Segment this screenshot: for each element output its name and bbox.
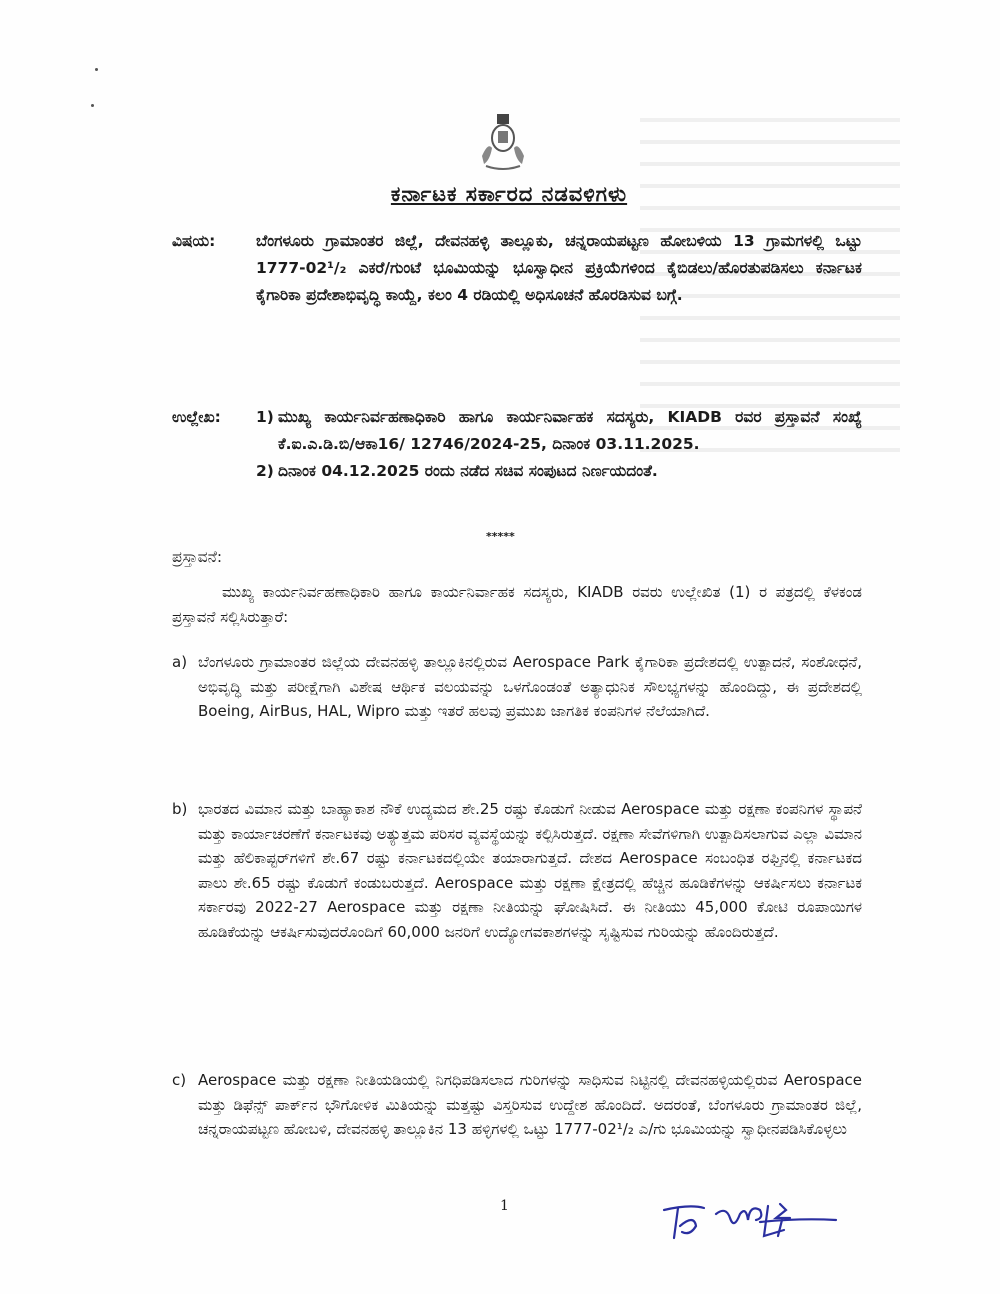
subject-section <box>172 228 862 309</box>
preamble-intro: ಮುಖ್ಯ ಕಾರ್ಯನಿರ್ವಹಣಾಧಿಕಾರಿ ಹಾಗೂ ಕಾರ್ಯನಿರ್ವಾಹಕ ಸದಸ್ಯರು, KIADB ರವರು ಉಲ್ಲೇಖಿತ (1) ರ ಪತ್ರದಲ್ಲಿ ಕೆಳಕಂಡ ಪ್ರಸ್ತಾವನೆ ಸಲ್ಲಿಸಿರುತ್ತಾರೆ: <box>172 583 862 626</box>
subject-text: ಬೆಂಗಳೂರು ಗ್ರಾಮಾಂತರ ಜಿಲ್ಲೆ, ದೇವನಹಳ್ಳಿ ತಾಲ್ಲೂಕು, ಚನ್ನರಾಯಪಟ್ಟಣ ಹೋಬಳಿಯ 13 ಗ್ರಾಮಗಳಲ್ಲಿ ಒಟ್ಟು 1777-02¹/₂ ಎಕರೆ/ಗುಂಟೆ ಭೂಮಿಯನ್ನು ಭೂಸ್ವಾಧೀನ ಪ್ರಕ್ರಿಯೆಗಳಿಂದ ಕೈಬಿಡಲು/ಹೊರತುಪಡಿಸಲು ಕರ್ನಾಟಕ ಕೈಗಾರಿಕಾ ಪ್ರದೇಶಾಭಿವೃದ್ಧಿ ಕಾಯ್ದೆ, ಕಲಂ 4 ರಡಿಯಲ್ಲಿ ಅಧಿಸೂಚನೆ ಹೊರಡಿಸುವ ಬಗ್ಗೆ. <box>256 232 862 304</box>
signature-icon <box>660 1196 840 1246</box>
bleed-through-text <box>640 100 900 620</box>
item-text: ಭಾರತದ ವಿಮಾನ ಮತ್ತು ಬಾಹ್ಯಾಕಾಶ ನೌಕೆ ಉದ್ಯಮದ ಶೇ.25 ರಷ್ಟು ಕೊಡುಗೆ ನೀಡುವ Aerospace ಮತ್ತು ರಕ್ಷಣಾ ಕಂಪನಿಗಳ ಸ್ಥಾಪನೆ ಮತ್ತು ಕಾರ್ಯಾಚರಣೆಗೆ ಕರ್ನಾಟಕವು ಅತ್ಯುತ್ತಮ ಪರಿಸರ ವ್ಯವಸ್ಥೆಯನ್ನು ಕಲ್ಪಿಸಿರುತ್ತದೆ. ರಕ್ಷಣಾ ಸೇವೆಗಳಿಗಾಗಿ ಉತ್ಪಾದಿಸಲಾಗುವ ಎಲ್ಲಾ ವಿಮಾನ ಮತ್ತು ಹೆಲಿಕಾಪ್ಟರ್‌ಗಳಿಗೆ ಶೇ.67 ರಷ್ಟು ಕರ್ನಾಟಕದಲ್ಲಿಯೇ ತಯಾರಾಗುತ್ತದೆ. ದೇಶದ Aerospace ಸಂಬಂಧಿತ ರಫ್ತಿನಲ್ಲಿ ಕರ್ನಾಟಕದ ಪಾಲು ಶೇ.65 ರಷ್ಟು ಕೊಡುಗೆ ಕಂಡುಬರುತ್ತದೆ. Aerospace ಮತ್ತು ರಕ್ಷಣಾ ಕ್ಷೇತ್ರದಲ್ಲಿ ಹೆಚ್ಚಿನ ಹೂಡಿಕೆಗಳನ್ನು ಆಕರ್ಷಿಸಲು ಕರ್ನಾಟಕ ಸರ್ಕಾರವು 2022-27 Aerospace ಮತ್ತು ರಕ್ಷಣಾ ನೀತಿಯನ್ನು ಘೋಷಿಸಿದೆ. ಈ ನೀತಿಯು 45,000 ಕೋಟಿ ರೂಪಾಯಿಗಳ ಹೂಡಿಕೆಯನ್ನು ಆಕರ್ಷಿಸುವುದರೊಂದಿಗೆ 60,000 ಜನರಿಗೆ ಉದ್ಯೋಗವಕಾಶಗಳನ್ನು ಸೃಷ್ಟಿಸುವ ಗುರಿಯನ್ನು ಹೊಂದಿರುತ್ತದೆ. <box>198 800 862 941</box>
item-text: ಬೆಂಗಳೂರು ಗ್ರಾಮಾಂತರ ಜಿಲ್ಲೆಯ ದೇವನಹಳ್ಳಿ ತಾಲ್ಲೂಕಿನಲ್ಲಿರುವ Aerospace Park ಕೈಗಾರಿಕಾ ಪ್ರದೇಶದಲ್ಲಿ ಉತ್ಪಾದನೆ, ಸಂಶೋಧನೆ, ಅಭಿವೃದ್ಧಿ ಮತ್ತು ಪರೀಕ್ಷೆಗಾಗಿ ವಿಶೇಷ ಆರ್ಥಿಕ ವಲಯವನ್ನು ಒಳಗೊಂಡಂತೆ ಅತ್ಯಾಧುನಿಕ ಸೌಲಭ್ಯಗಳನ್ನು ಹೊಂದಿದ್ದು, ಈ ಪ್ರದೇಶದಲ್ಲಿ Boeing, AirBus, HAL, Wipro ಮತ್ತು ಇತರೆ ಹಲವು ಪ್ರಮುಖ ಜಾಗತಿಕ ಕಂಪನಿಗಳ ನೆಲೆಯಾಗಿದೆ. <box>198 653 862 720</box>
references-section <box>172 404 862 485</box>
page-title: ಕರ್ನಾಟಕ ಸರ್ಕಾರದ ನಡವಳಿಗಳು <box>390 182 628 206</box>
reference-number: 2) <box>256 462 274 480</box>
preamble-heading: ಪ್ರಸ್ತಾವನೆ: <box>172 548 223 566</box>
state-emblem-icon <box>478 112 528 172</box>
reference-item <box>256 404 862 458</box>
subject-label: ವಿಷಯ: <box>172 232 216 250</box>
reference-item <box>256 458 862 485</box>
preamble-item <box>172 797 862 944</box>
item-marker: b) <box>172 800 188 818</box>
reference-text: ದಿನಾಂಕ 04.12.2025 ರಂದು ನಡೆದ ಸಚಿವ ಸಂಪುಟದ ನಿರ್ಣಯದಂತೆ. <box>278 462 658 480</box>
reference-number: 1) <box>256 408 274 426</box>
item-marker: c) <box>172 1071 187 1089</box>
reference-text: ಮುಖ್ಯ ಕಾರ್ಯನಿರ್ವಹಣಾಧಿಕಾರಿ ಹಾಗೂ ಕಾರ್ಯನಿರ್ವಾಹಕ ಸದಸ್ಯರು, KIADB ರವರ ಪ್ರಸ್ತಾವನೆ ಸಂಖ್ಯೆ ಕೆ.ಐ.ಎ.ಡಿ.ಬಿ/ಆಕಾ16/ 12746/2024-25, ದಿನಾಂಕ 03.11.2025. <box>278 408 862 453</box>
references-label: ಉಲ್ಲೇಖ: <box>172 408 221 426</box>
item-text: Aerospace ಮತ್ತು ರಕ್ಷಣಾ ನೀತಿಯಡಿಯಲ್ಲಿ ನಿಗಧಿಪಡಿಸಲಾದ ಗುರಿಗಳನ್ನು ಸಾಧಿಸುವ ನಿಟ್ಟಿನಲ್ಲಿ ದೇವನಹಳ್ಳಿಯಲ್ಲಿರುವ Aerospace ಮತ್ತು ಡಿಫೆನ್ಸ್ ಪಾರ್ಕ್‌ನ ಭೌಗೋಳಿಕ ಮಿತಿಯನ್ನು ಮತ್ತಷ್ಟು ವಿಸ್ತರಿಸುವ ಉದ್ದೇಶ ಹೊಂದಿದೆ. ಅದರಂತೆ, ಬೆಂಗಳೂರು ಗ್ರಾಮಾಂತರ ಜಿಲ್ಲೆ, ಚನ್ನರಾಯಪಟ್ಟಣ ಹೋಬಳಿ, ದೇವನಹಳ್ಳಿ ತಾಲ್ಲೂಕಿನ 13 ಹಳ್ಳಿಗಳಲ್ಲಿ ಒಟ್ಟು 1777-02¹/₂ ಎ/ಗು ಭೂಮಿಯನ್ನು ಸ್ವಾಧೀನಪಡಿಸಿಕೊಳ್ಳಲು <box>198 1071 863 1138</box>
page-number: 1 <box>500 1198 509 1214</box>
scan-speck <box>91 104 94 107</box>
item-marker: a) <box>172 653 188 671</box>
preamble-item <box>172 1068 862 1142</box>
separator: ***** <box>486 530 515 543</box>
scan-speck <box>95 68 98 71</box>
preamble-item <box>172 650 862 724</box>
